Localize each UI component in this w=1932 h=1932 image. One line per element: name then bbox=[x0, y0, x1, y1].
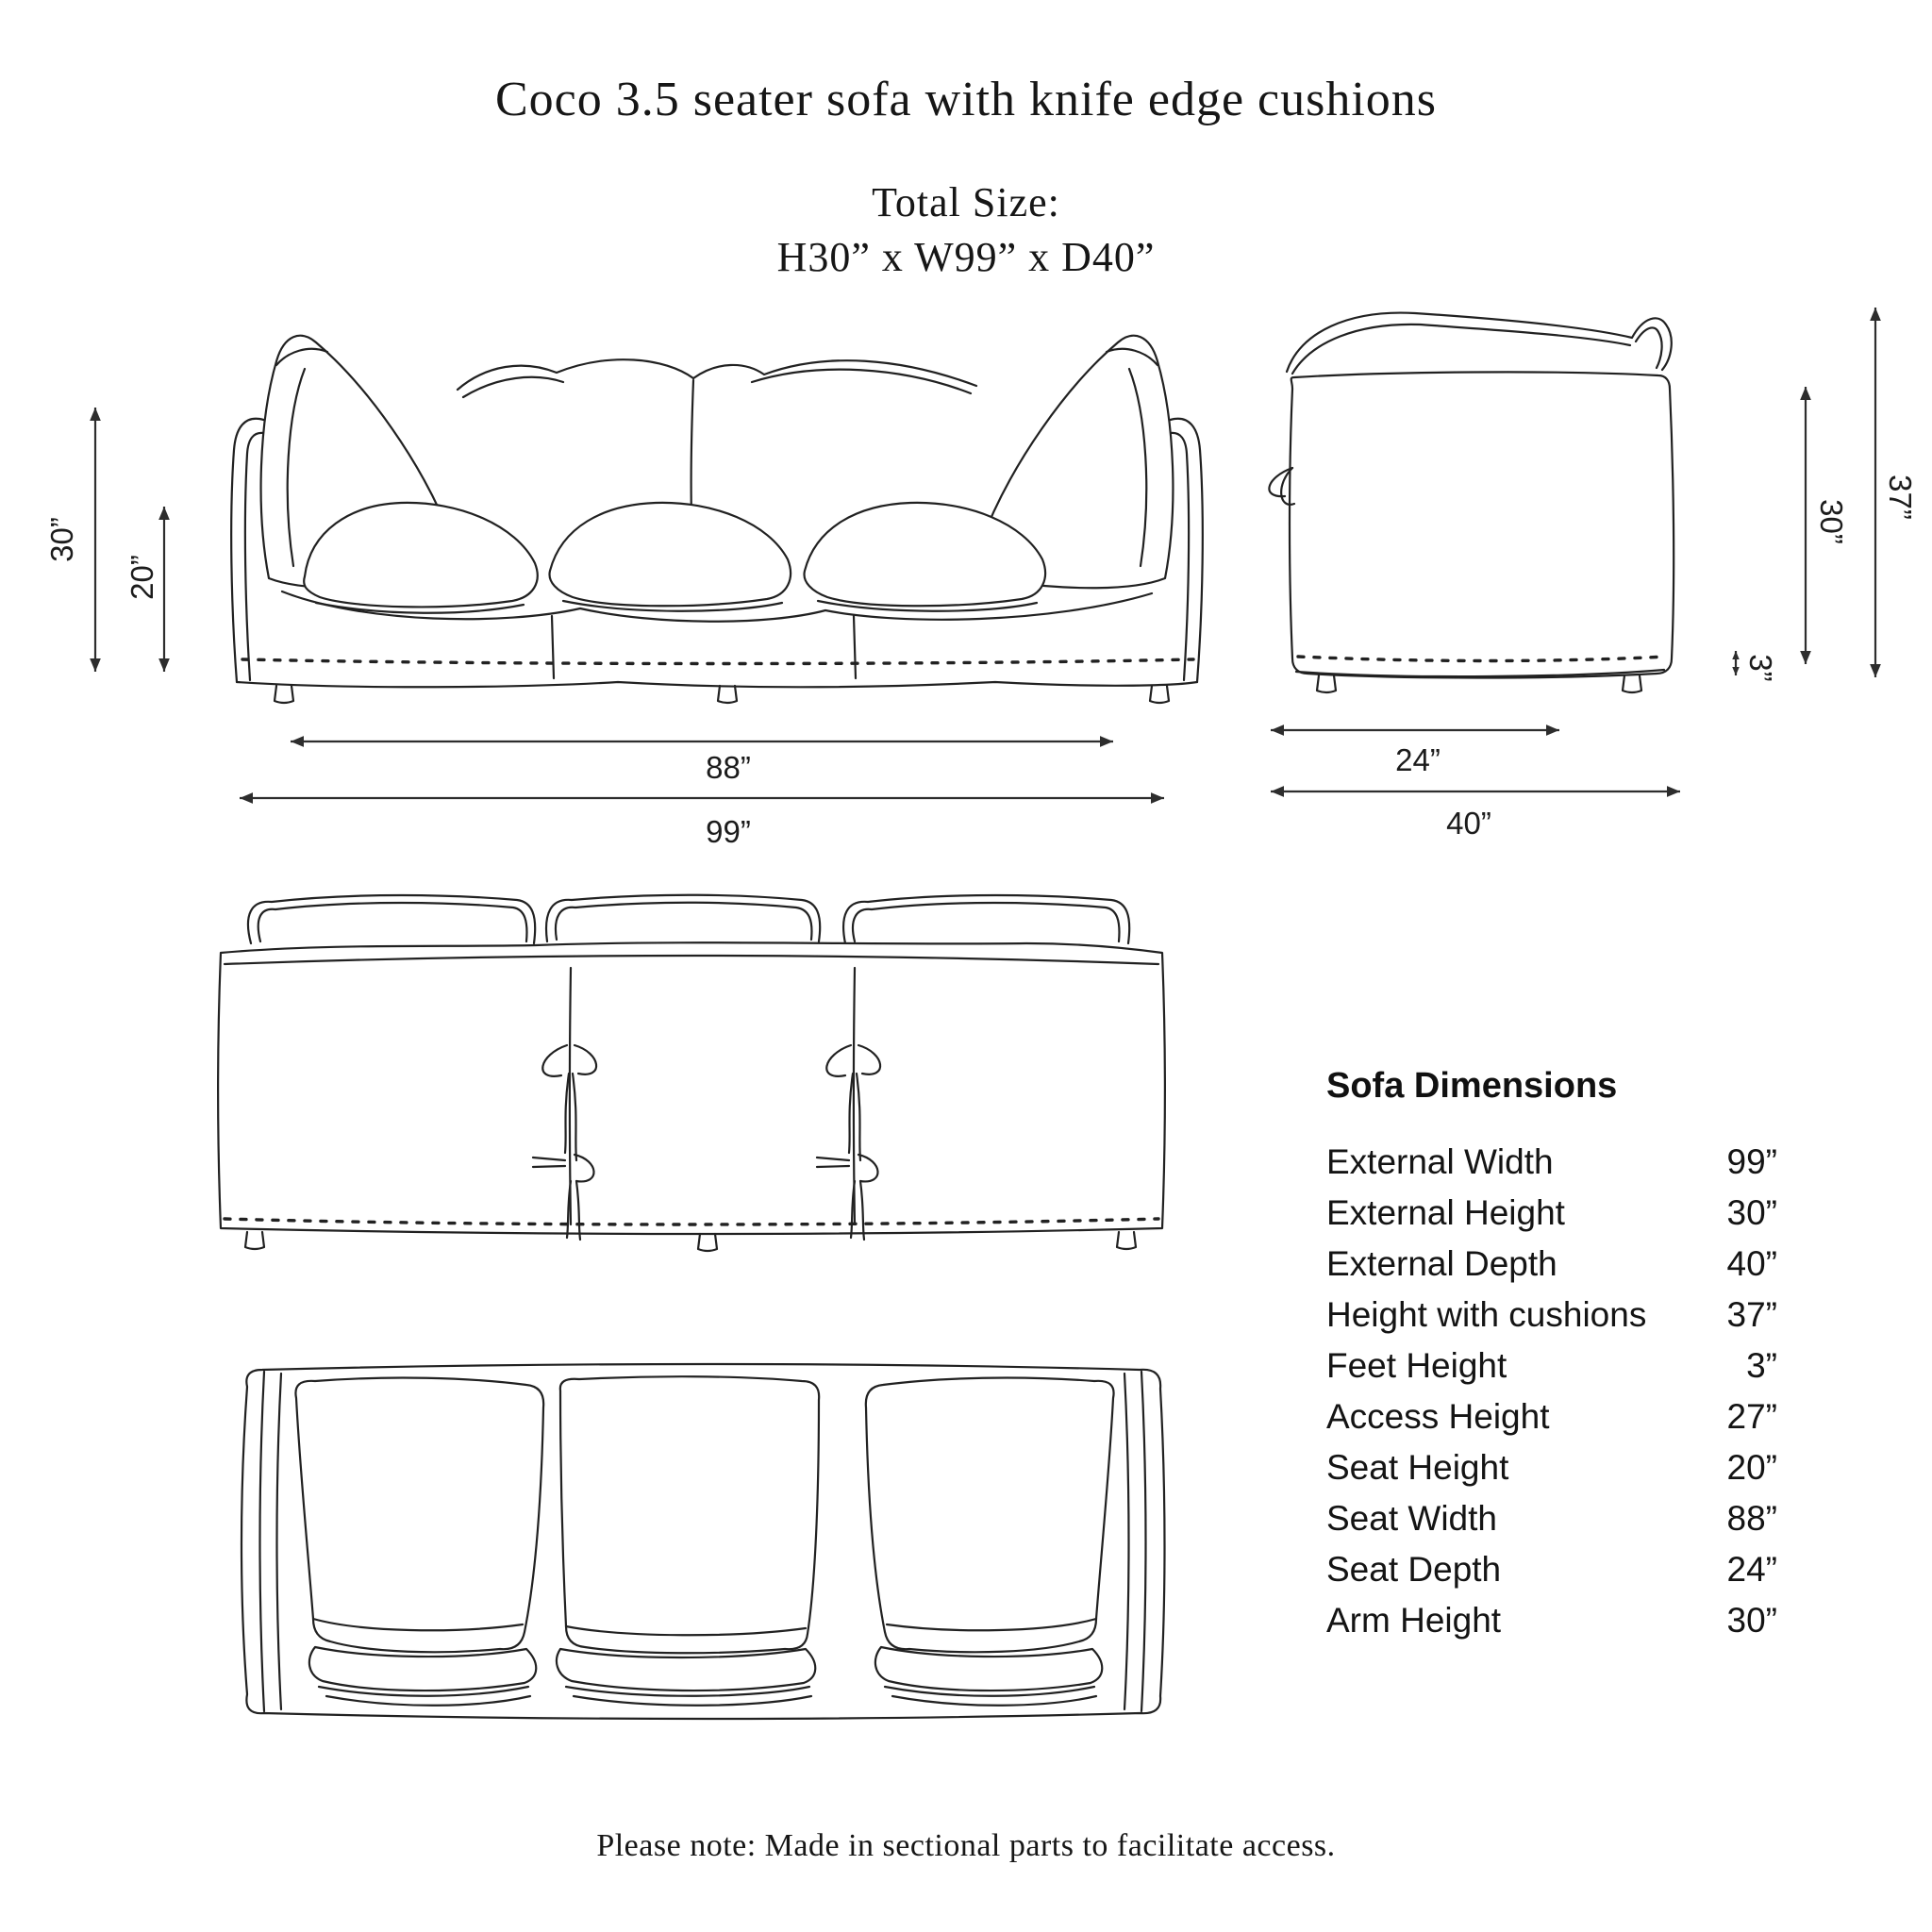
row-value: 27” bbox=[1726, 1397, 1777, 1436]
page-title: Coco 3.5 seater sofa with knife edge cushions bbox=[494, 73, 1438, 126]
row-label: External Width bbox=[1326, 1142, 1554, 1181]
dim-label-height-cushions: 37” bbox=[1883, 475, 1918, 520]
front-view-drawing bbox=[231, 336, 1203, 703]
row-label: Feet Height bbox=[1326, 1346, 1507, 1385]
top-view-drawing bbox=[242, 1364, 1165, 1719]
dim-label-seat-width: 88” bbox=[706, 750, 751, 785]
dim-label-side-height: 30” bbox=[1814, 499, 1849, 544]
dim-label-overall-depth: 40” bbox=[1446, 806, 1491, 841]
footer-note: Please note: Made in sectional parts to facilitate access. bbox=[596, 1828, 1336, 1863]
back-view-drawing bbox=[218, 895, 1165, 1251]
row-label: Height with cushions bbox=[1326, 1295, 1647, 1334]
row-label: Access Height bbox=[1326, 1397, 1550, 1436]
dim-label-overall-width: 99” bbox=[706, 814, 751, 849]
dimensions-table-title: Sofa Dimensions bbox=[1326, 1066, 1618, 1106]
row-label: Seat Depth bbox=[1326, 1550, 1502, 1589]
row-label: External Height bbox=[1326, 1193, 1565, 1232]
row-value: 24” bbox=[1726, 1550, 1777, 1589]
dim-label-front-height: 30” bbox=[44, 517, 79, 562]
row-value: 20” bbox=[1726, 1448, 1777, 1487]
table-row bbox=[1326, 1341, 1777, 1391]
row-value: 3” bbox=[1746, 1346, 1777, 1385]
table-row bbox=[1326, 1290, 1777, 1341]
table-row bbox=[1326, 1239, 1777, 1290]
table-row bbox=[1326, 1493, 1777, 1544]
dimensions-table bbox=[1326, 1137, 1777, 1646]
row-value: 30” bbox=[1726, 1193, 1777, 1232]
total-size-value: H30” x W99” x D40” bbox=[776, 234, 1156, 280]
dim-label-front-seat-height: 20” bbox=[125, 555, 159, 600]
row-label: Seat Width bbox=[1326, 1499, 1497, 1538]
side-view-drawing bbox=[1269, 313, 1674, 692]
row-value: 99” bbox=[1726, 1142, 1777, 1181]
table-row bbox=[1326, 1595, 1777, 1646]
table-row bbox=[1326, 1442, 1777, 1493]
dim-label-seat-depth: 24” bbox=[1395, 742, 1441, 777]
row-label: External Depth bbox=[1326, 1244, 1557, 1283]
row-value: 37” bbox=[1726, 1295, 1777, 1334]
table-row bbox=[1326, 1391, 1777, 1442]
table-row bbox=[1326, 1137, 1777, 1188]
row-label: Seat Height bbox=[1326, 1448, 1509, 1487]
row-label: Arm Height bbox=[1326, 1601, 1502, 1640]
table-row bbox=[1326, 1188, 1777, 1239]
row-value: 88” bbox=[1726, 1499, 1777, 1538]
row-value: 40” bbox=[1726, 1244, 1777, 1283]
dim-label-feet-height: 3” bbox=[1743, 654, 1778, 682]
total-size-label: Total Size: bbox=[872, 179, 1060, 225]
table-row bbox=[1326, 1544, 1777, 1595]
row-value: 30” bbox=[1726, 1601, 1777, 1640]
